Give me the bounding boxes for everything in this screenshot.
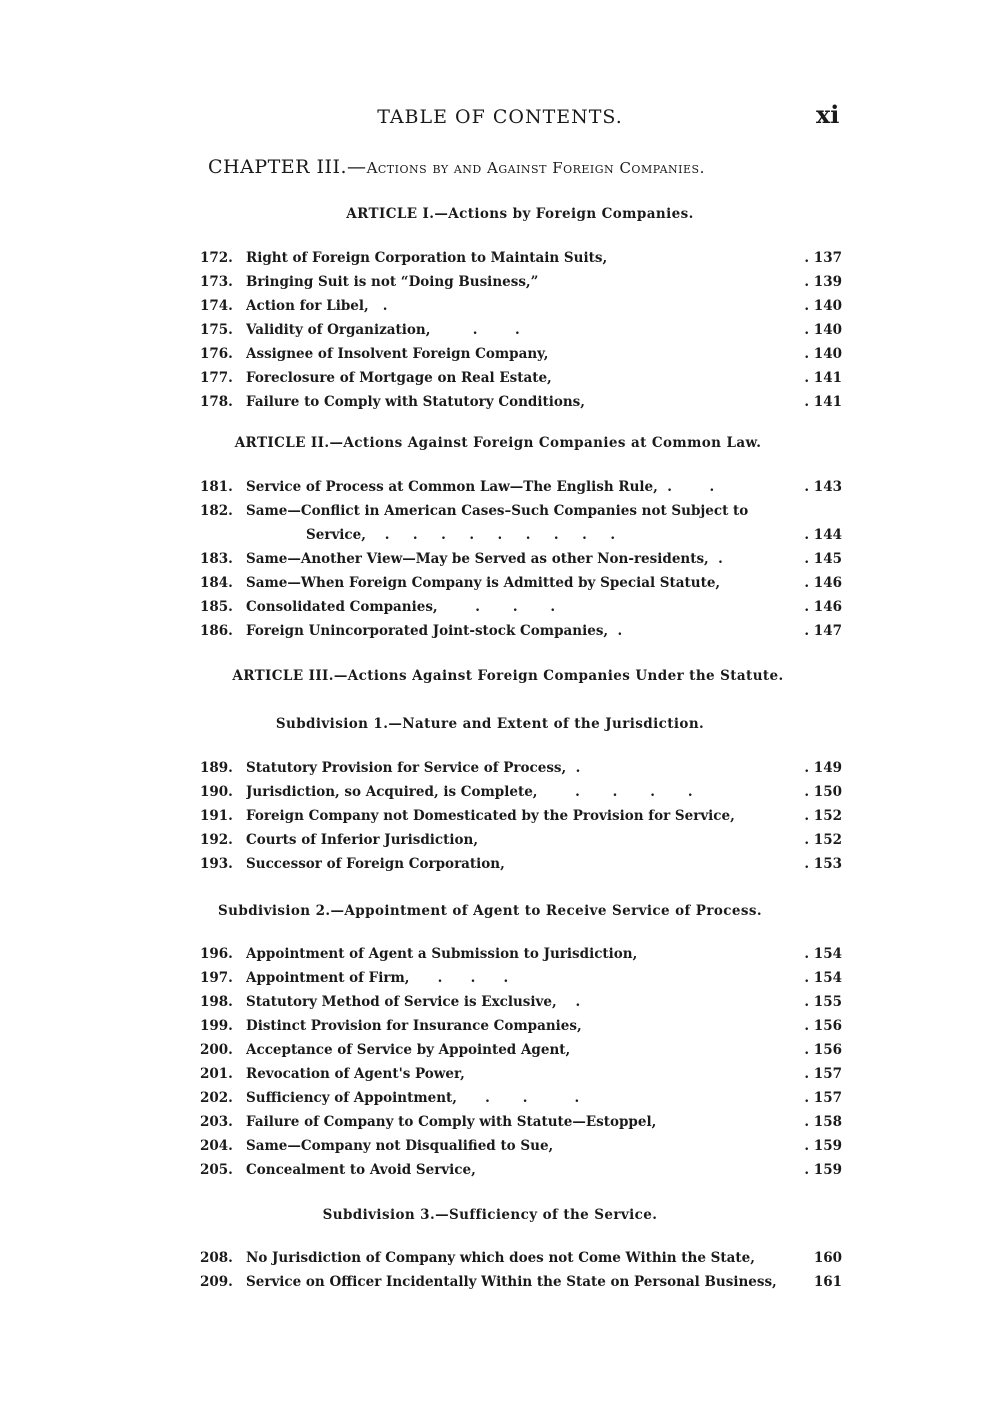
entry-number: 202. bbox=[200, 1090, 233, 1106]
entry-page: . 156 bbox=[804, 1018, 842, 1034]
toc-entry bbox=[200, 342, 842, 366]
entry-number: 204. bbox=[200, 1138, 233, 1154]
toc-entry bbox=[200, 828, 842, 852]
toc-entry bbox=[200, 942, 842, 966]
entry-title: Foreclosure of Mortgage on Real Estate, bbox=[246, 370, 552, 386]
toc-entry bbox=[200, 1014, 842, 1038]
toc-entry bbox=[200, 619, 842, 643]
entry-title: Revocation of Agent's Power, bbox=[246, 1066, 465, 1082]
entry-number: 198. bbox=[200, 994, 233, 1010]
entry-page: . 144 bbox=[804, 527, 842, 543]
entry-number: 182. bbox=[200, 503, 233, 519]
entry-number: 209. bbox=[200, 1274, 233, 1290]
entry-number: 189. bbox=[200, 760, 233, 776]
toc-list bbox=[200, 756, 842, 876]
entry-page: . 159 bbox=[804, 1138, 842, 1154]
toc-entry bbox=[200, 804, 842, 828]
entry-number: 192. bbox=[200, 832, 233, 848]
entry-title: Failure to Comply with Statutory Conditions, bbox=[246, 394, 585, 410]
entry-title: Sufficiency of Appointment, . . . bbox=[246, 1090, 580, 1106]
entry-page: . 158 bbox=[804, 1114, 842, 1130]
entry-page: . 154 bbox=[804, 946, 842, 962]
toc-entry bbox=[200, 1110, 842, 1134]
entry-number: 199. bbox=[200, 1018, 233, 1034]
entry-page: . 157 bbox=[804, 1090, 842, 1106]
entry-number: 186. bbox=[200, 623, 233, 639]
entry-title: Consolidated Companies, . . . bbox=[246, 599, 556, 615]
entry-title: Appointment of Agent a Submission to Jurisdiction, bbox=[246, 946, 638, 962]
toc-entry bbox=[200, 499, 842, 523]
subdivision-heading: Subdivision 2.—Appointment of Agent to Receive Service of Process. bbox=[218, 903, 762, 919]
entry-page: . 141 bbox=[804, 370, 842, 386]
entry-page: . 150 bbox=[804, 784, 842, 800]
entry-title: Service on Officer Incidentally Within the State on Personal Business, bbox=[246, 1274, 777, 1290]
entry-page: . 152 bbox=[804, 808, 842, 824]
entry-page: . 154 bbox=[804, 970, 842, 986]
entry-title: Service, . . . . . . . . . bbox=[306, 527, 616, 543]
entry-page: . 140 bbox=[804, 346, 842, 362]
toc-entry bbox=[200, 547, 842, 571]
entry-number: 184. bbox=[200, 575, 233, 591]
toc-entry bbox=[200, 990, 842, 1014]
entry-number: 178. bbox=[200, 394, 233, 410]
entry-title: Concealment to Avoid Service, bbox=[246, 1162, 476, 1178]
toc-entry bbox=[200, 1158, 842, 1182]
toc-entry bbox=[200, 1062, 842, 1086]
entry-title: Acceptance of Service by Appointed Agent, bbox=[246, 1042, 571, 1058]
entry-number: 205. bbox=[200, 1162, 233, 1178]
toc-entry bbox=[200, 390, 842, 414]
entry-title: Courts of Inferior Jurisdiction, bbox=[246, 832, 479, 848]
toc-entry bbox=[200, 318, 842, 342]
entry-page: . 159 bbox=[804, 1162, 842, 1178]
entry-page: . 137 bbox=[804, 250, 842, 266]
toc-entry bbox=[200, 270, 842, 294]
entry-number: 200. bbox=[200, 1042, 233, 1058]
entry-title: Right of Foreign Corporation to Maintain Suits, bbox=[246, 250, 608, 266]
toc-entry bbox=[200, 1038, 842, 1062]
toc-entry bbox=[200, 1246, 842, 1270]
entry-title: Statutory Provision for Service of Process, . bbox=[246, 760, 581, 776]
entry-title: Foreign Unincorporated Joint-stock Companies, . bbox=[246, 623, 623, 639]
entry-number: 201. bbox=[200, 1066, 233, 1082]
entry-number: 193. bbox=[200, 856, 233, 872]
chapter-prefix: CHAPTER III.— bbox=[208, 156, 367, 178]
entry-title: Assignee of Insolvent Foreign Company, bbox=[246, 346, 549, 362]
entry-number: 208. bbox=[200, 1250, 233, 1266]
toc-entry bbox=[200, 966, 842, 990]
entry-page: . 143 bbox=[804, 479, 842, 495]
subdivision-heading: Subdivision 3.—Sufficiency of the Service. bbox=[322, 1207, 658, 1223]
entry-page: . 156 bbox=[804, 1042, 842, 1058]
entry-page: . 153 bbox=[804, 856, 842, 872]
entry-title: Successor of Foreign Corporation, bbox=[246, 856, 505, 872]
entry-title: Same—Conflict in American Cases–Such Companies not Subject to bbox=[246, 503, 749, 519]
toc-entry bbox=[200, 595, 842, 619]
entry-page: . 157 bbox=[804, 1066, 842, 1082]
toc-entry bbox=[200, 294, 842, 318]
entry-title: Appointment of Firm, . . . bbox=[246, 970, 509, 986]
entry-page: 161 bbox=[813, 1274, 842, 1290]
entry-number: 183. bbox=[200, 551, 233, 567]
entry-title: Action for Libel, . bbox=[246, 298, 388, 314]
toc-list bbox=[200, 475, 842, 643]
entry-number: 172. bbox=[200, 250, 233, 266]
entry-title: No Jurisdiction of Company which does not Come Within the State, bbox=[246, 1250, 755, 1266]
page-number: xi bbox=[816, 100, 840, 129]
entry-page: . 149 bbox=[804, 760, 842, 776]
entry-number: 197. bbox=[200, 970, 233, 986]
toc-entry bbox=[200, 246, 842, 270]
entry-page: . 146 bbox=[804, 575, 842, 591]
entry-page: . 140 bbox=[804, 322, 842, 338]
entry-title: Distinct Provision for Insurance Companies, bbox=[246, 1018, 582, 1034]
article-heading: ARTICLE II.—Actions Against Foreign Companies at Common Law. bbox=[234, 435, 762, 451]
toc-entry bbox=[200, 1270, 842, 1294]
entry-number: 174. bbox=[200, 298, 233, 314]
subdivision-heading: Subdivision 1.—Nature and Extent of the Jurisdiction. bbox=[275, 716, 705, 732]
article-heading: ARTICLE I.—Actions by Foreign Companies. bbox=[346, 206, 694, 222]
entry-page: 160 bbox=[813, 1250, 842, 1266]
entry-number: 173. bbox=[200, 274, 233, 290]
entry-title: Failure of Company to Comply with Statute—Estoppel, bbox=[246, 1114, 657, 1130]
entry-title: Bringing Suit is not “Doing Business,” bbox=[246, 274, 539, 290]
chapter-title bbox=[208, 156, 705, 178]
toc-list bbox=[200, 942, 842, 1182]
entry-number: 190. bbox=[200, 784, 233, 800]
entry-number: 203. bbox=[200, 1114, 233, 1130]
toc-entry bbox=[200, 475, 842, 499]
entry-page: . 145 bbox=[804, 551, 842, 567]
entry-number: 177. bbox=[200, 370, 233, 386]
toc-entry bbox=[200, 780, 842, 804]
entry-page: . 155 bbox=[804, 994, 842, 1010]
toc-entry bbox=[200, 523, 842, 547]
entry-title: Validity of Organization, . . bbox=[246, 322, 520, 338]
entry-number: 191. bbox=[200, 808, 233, 824]
running-header: TABLE OF CONTENTS. bbox=[377, 106, 623, 128]
toc-entry bbox=[200, 756, 842, 780]
entry-page: . 146 bbox=[804, 599, 842, 615]
entry-title: Service of Process at Common Law—The English Rule, . . bbox=[246, 479, 715, 495]
entry-page: . 139 bbox=[804, 274, 842, 290]
toc-entry bbox=[200, 366, 842, 390]
entry-page: . 141 bbox=[804, 394, 842, 410]
entry-title: Same—Company not Disqualified to Sue, bbox=[246, 1138, 554, 1154]
toc-entry bbox=[200, 571, 842, 595]
entry-number: 185. bbox=[200, 599, 233, 615]
toc-entry bbox=[200, 1134, 842, 1158]
entry-number: 176. bbox=[200, 346, 233, 362]
entry-title: Statutory Method of Service is Exclusive, . bbox=[246, 994, 581, 1010]
chapter-name: Actions by and Against Foreign Companies. bbox=[366, 159, 705, 177]
article-heading: ARTICLE III.—Actions Against Foreign Companies Under the Statute. bbox=[232, 668, 784, 684]
entry-page: . 147 bbox=[804, 623, 842, 639]
entry-title: Same—When Foreign Company is Admitted by Special Statute, bbox=[246, 575, 721, 591]
toc-entry bbox=[200, 1086, 842, 1110]
toc-list bbox=[200, 246, 842, 414]
entry-title: Jurisdiction, so Acquired, is Complete, . . . . bbox=[246, 784, 693, 800]
entry-title: Same—Another View—May be Served as other Non-residents, . bbox=[246, 551, 723, 567]
entry-number: 196. bbox=[200, 946, 233, 962]
toc-list bbox=[200, 1246, 842, 1294]
entry-number: 175. bbox=[200, 322, 233, 338]
entry-number: 181. bbox=[200, 479, 233, 495]
toc-entry bbox=[200, 852, 842, 876]
entry-page: . 152 bbox=[804, 832, 842, 848]
entry-page: . 140 bbox=[804, 298, 842, 314]
entry-title: Foreign Company not Domesticated by the Provision for Service, bbox=[246, 808, 735, 824]
